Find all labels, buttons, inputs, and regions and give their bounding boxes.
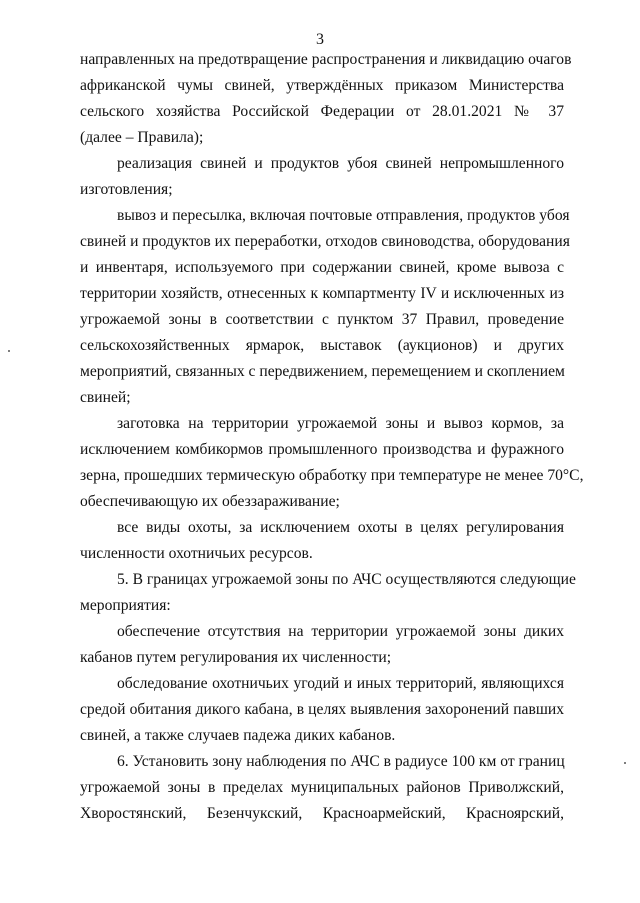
text-line: направленных на предотвращение распространения и ликвидацию очагов	[80, 51, 572, 68]
text-line: и инвентаря, используемого при содержании свиней, кроме вывоза с	[80, 259, 564, 276]
text-line: африканской чумы свиней, утверждённых приказом Министерства	[80, 77, 564, 94]
scan-speck	[624, 762, 626, 764]
text-line: свиней, а также случаев падежа диких кабанов.	[80, 727, 396, 744]
text-line: обеспечивающую их обеззараживание;	[80, 493, 340, 510]
text-line: угрожаемой зоны в пределах муниципальных районов Приволжский,	[80, 779, 564, 796]
page-number: 3	[316, 31, 324, 48]
text-line: численности охотничьих ресурсов.	[80, 545, 313, 562]
text-line: исключением комбикормов промышленного производства и фуражного	[80, 441, 564, 458]
text-line: обеспечение отсутствия на территории угрожаемой зоны диких	[117, 623, 564, 640]
text-line: сельского хозяйства Российской Федерации от 28.01.2021 № 37	[80, 103, 564, 120]
text-line: мероприятия:	[80, 597, 171, 614]
text-line: Хворостянский, Безенчукский, Красноармейский, Красноярский,	[80, 805, 564, 822]
text-line: зерна, прошедших термическую обработку при температуре не менее 70°C,	[80, 467, 584, 484]
text-line: обследование охотничьих угодий и иных территорий, являющихся	[117, 675, 564, 692]
text-line: заготовка на территории угрожаемой зоны и вывоз кормов, за	[117, 415, 564, 432]
text-line: сельскохозяйственных ярмарок, выставок (аукционов) и других	[80, 337, 564, 354]
text-line: свиней и продуктов их переработки, отходов свиноводства, оборудования	[80, 233, 570, 250]
text-line: вывоз и пересылка, включая почтовые отправления, продуктов убоя	[117, 207, 570, 224]
text-line: угрожаемой зоны в соответствии с пунктом 37 Правил, проведение	[80, 311, 564, 328]
text-line: все виды охоты, за исключением охоты в целях регулирования	[117, 519, 564, 536]
text-line: кабанов путем регулирования их численности;	[80, 649, 392, 666]
text-line: реализация свиней и продуктов убоя свиней непромышленного	[117, 155, 564, 172]
text-line: мероприятий, связанных с передвижением, перемещением и скоплением	[80, 363, 565, 380]
text-line: (далее – Правила);	[80, 129, 204, 146]
text-line: средой обитания дикого кабана, в целях выявления захоронений павших	[80, 701, 564, 718]
scan-speck	[8, 350, 10, 352]
text-line: свиней;	[80, 389, 131, 406]
text-line: территории хозяйств, отнесенных к компартменту IV и исключенных из	[80, 285, 564, 302]
text-line: изготовления;	[80, 181, 173, 198]
text-line: 5. В границах угрожаемой зоны по АЧС осуществляются следующие	[117, 571, 576, 588]
text-line: 6. Установить зону наблюдения по АЧС в радиусе 100 км от границ	[117, 753, 565, 770]
